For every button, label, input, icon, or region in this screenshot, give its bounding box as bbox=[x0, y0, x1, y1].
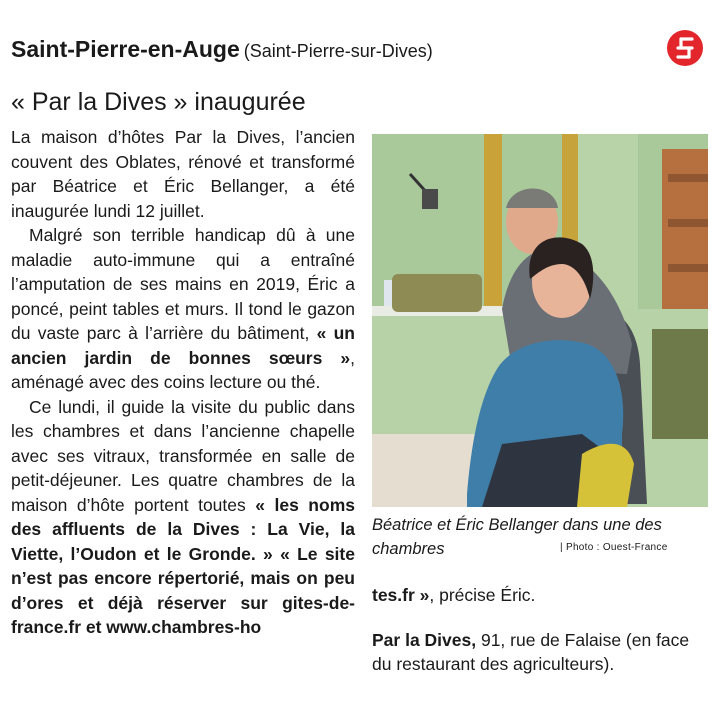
location-header bbox=[11, 36, 433, 63]
photo-caption: Béatrice et Éric Bellanger dans une des chambres bbox=[372, 516, 662, 558]
paragraph-handicap: Malgré son terrible handicap dû à une maladie auto-immune qui a entraîné l’amputation de ses mains en 2019, Éric a poncé, peint tables et murs. Il tond le gazon du vaste parc à l’arrière du bâtiment, « un ancien jardin de bonnes sœurs », aménagé avec des coins lecture ou thé. bbox=[11, 225, 355, 392]
contact-name: Par la Dives, bbox=[372, 629, 477, 650]
couple-photo bbox=[372, 134, 708, 507]
ouest-france-logo-icon bbox=[667, 30, 703, 66]
quote-rooms: « les noms des affluents de la Dives : La Vie, la Viette, l’Oudon et le Gronde. » bbox=[11, 494, 355, 564]
city-name: Saint-Pierre-en-Auge bbox=[11, 36, 240, 62]
contact-info bbox=[372, 628, 710, 677]
subcity-name: (Saint-Pierre-sur-Dives) bbox=[243, 41, 433, 61]
paragraph-intro: La maison d’hôtes Par la Dives, l’ancien couvent des Oblates, rénové et transformé par Béatrice et Éric Bellanger, a été inaugurée lundi 12 juillet. bbox=[11, 127, 355, 221]
article-body-continued bbox=[372, 583, 710, 677]
paragraph-visit: Ce lundi, il guide la visite du public dans les chambres et dans l’ancienne chapelle avec ses vitraux, transformée en salle de petit-déjeuner. Les quatre chambres de la maison d’hôte portent toutes « les noms des affluents de la Dives : La Vie, la Viette, l’Oudon et le Gronde. » « Le site n’est pas encore répertorié, mais on peu d’ores et déjà réserver sur gites-de-france.fr et www.chambres-ho bbox=[11, 396, 355, 637]
contact-address: 91, rue de Falaise (en face du restaurant des agriculteurs). bbox=[372, 629, 690, 674]
quote-site: « Le site n’est pas encore répertorié, mais on peu d’ores et déjà réserver sur gites-de-france.fr et www.chambres-ho bbox=[11, 543, 355, 637]
paragraph-continued: tes.fr », précise Éric. bbox=[372, 585, 536, 605]
article-body bbox=[11, 125, 355, 640]
quote-site-end: tes.fr » bbox=[372, 585, 430, 605]
article-headline: « Par la Dives » inaugurée bbox=[11, 88, 306, 116]
photo-credit: | Photo : Ouest-France bbox=[560, 542, 668, 553]
quote-garden: « un ancien jardin de bonnes sœurs » bbox=[11, 323, 355, 368]
